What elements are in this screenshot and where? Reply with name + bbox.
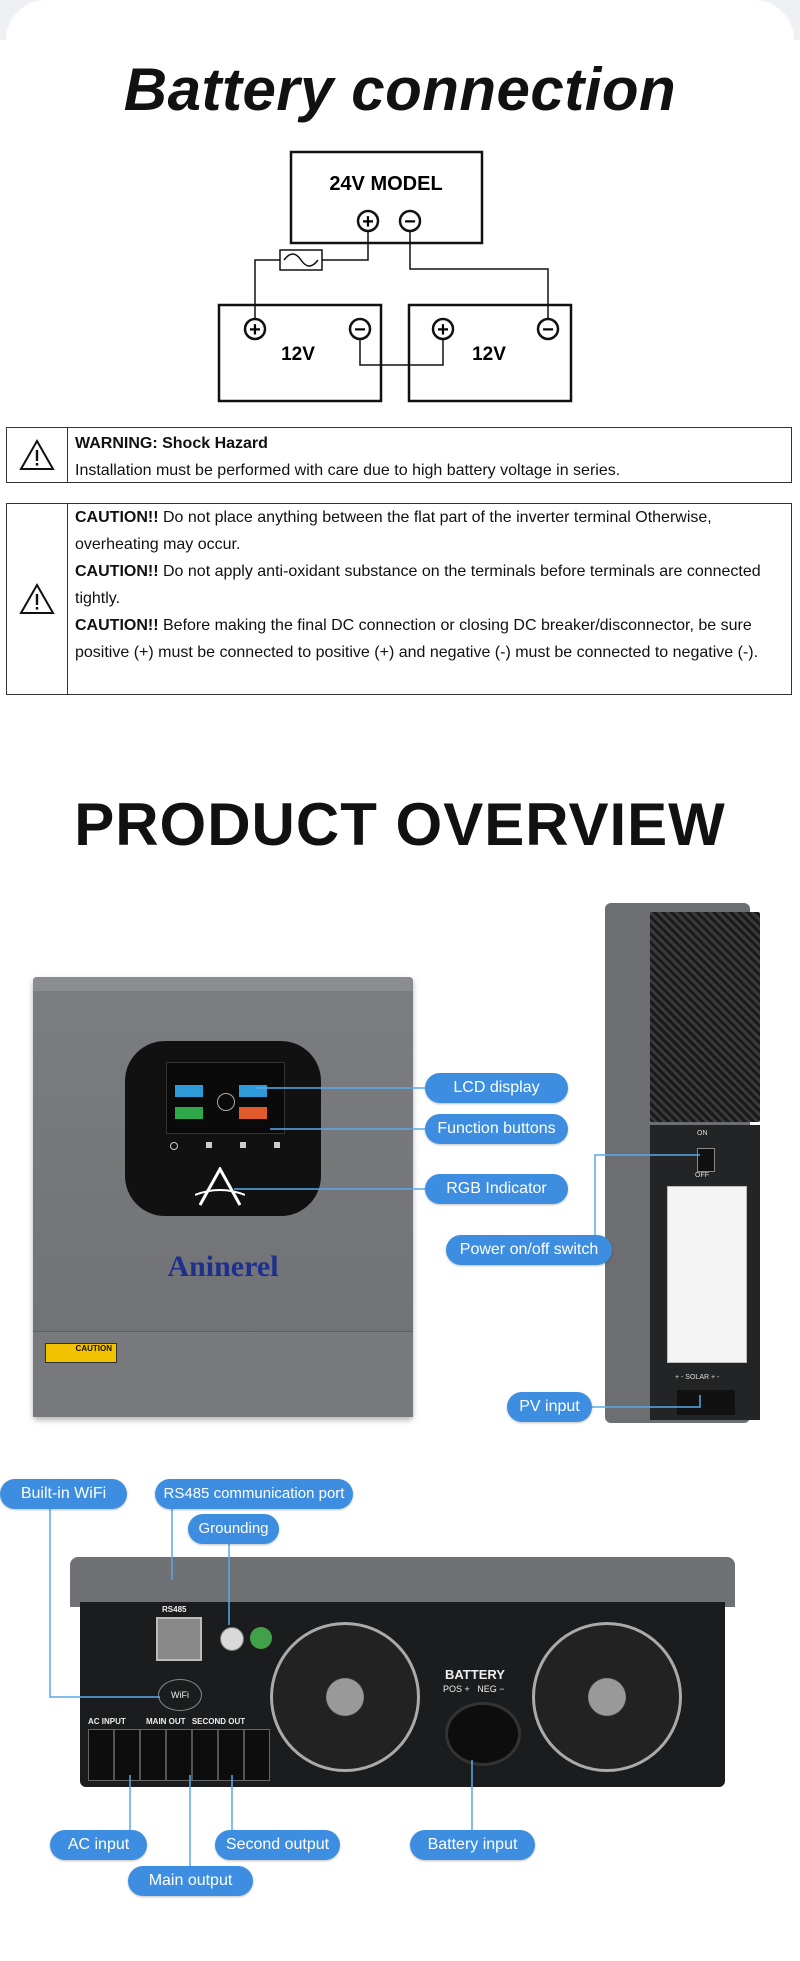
builtin-wifi-callout: Built-in WiFi — [0, 1479, 127, 1509]
caution-label: CAUTION!! — [75, 563, 159, 580]
warning-heading: WARNING: Shock Hazard — [75, 435, 268, 452]
rs485-port-callout: RS485 communication port — [155, 1479, 353, 1509]
wifi-module[interactable]: WiFi — [158, 1679, 202, 1711]
model-label: 24V MODEL — [329, 173, 443, 195]
battery-left-positive-symbol: + — [249, 319, 261, 341]
battery-right-negative-symbol: − — [542, 319, 554, 341]
rs485-label: RS485 — [162, 1605, 187, 1614]
battery-input-callout: Battery input — [410, 1830, 535, 1860]
main-out-terminal-label: MAIN OUT — [146, 1717, 186, 1726]
inverter-positive-symbol: + — [362, 211, 374, 233]
caution-text: Before making the final DC connection or closing DC breaker/disconnector, be sure positive (+) must be connected to positive (+) and negative (-) must be connected to negative (-). — [75, 617, 759, 661]
caution-text: Do not place anything between the flat part of the inverter terminal Otherwise, overheating may occur. — [75, 509, 712, 553]
ac-input-callout: AC input — [50, 1830, 147, 1860]
second-out-terminal-label: SECOND OUT — [191, 1717, 246, 1726]
warning-text: Installation must be performed with care due to high battery voltage in series. — [75, 462, 621, 479]
caution-label: CAUTION!! — [75, 509, 159, 526]
lcd-display-callout: LCD display — [425, 1073, 568, 1103]
main-output-callout: Main output — [128, 1866, 253, 1896]
battery-left-label: 12V — [281, 344, 315, 365]
grounding-callout: Grounding — [188, 1514, 279, 1544]
battery-polarity-label: POS + NEG − — [443, 1684, 505, 1694]
battery-terminal-label: BATTERY — [445, 1667, 505, 1682]
solar-terminal-label: + - SOLAR + - — [675, 1374, 720, 1381]
function-buttons-callout: Function buttons — [425, 1114, 568, 1144]
power-switch-on-label: ON — [697, 1130, 708, 1137]
caution-text: Do not apply anti-oxidant substance on the terminals before terminals are connected tightly. — [75, 563, 761, 607]
battery-right-label: 12V — [472, 344, 506, 365]
power-switch-off-label: OFF — [695, 1172, 709, 1179]
battery-connection-title: Battery connection — [123, 56, 677, 123]
battery-right-positive-symbol: + — [437, 319, 449, 341]
second-output-callout: Second output — [215, 1830, 340, 1860]
rgb-indicator-callout: RGB Indicator — [425, 1174, 568, 1204]
product-overview-title: PRODUCT OVERVIEW — [74, 791, 726, 858]
power-switch-callout: Power on/off switch — [446, 1235, 612, 1265]
battery-left-negative-symbol: − — [354, 319, 366, 341]
caution-label: CAUTION!! — [75, 617, 159, 634]
inverter-negative-symbol: − — [404, 211, 416, 233]
brand-logo: Aninerel — [167, 1250, 279, 1283]
ac-input-terminal-label: AC INPUT — [88, 1717, 126, 1726]
pv-input-callout: PV input — [507, 1392, 592, 1422]
caution-sticker: CAUTION — [45, 1343, 117, 1363]
